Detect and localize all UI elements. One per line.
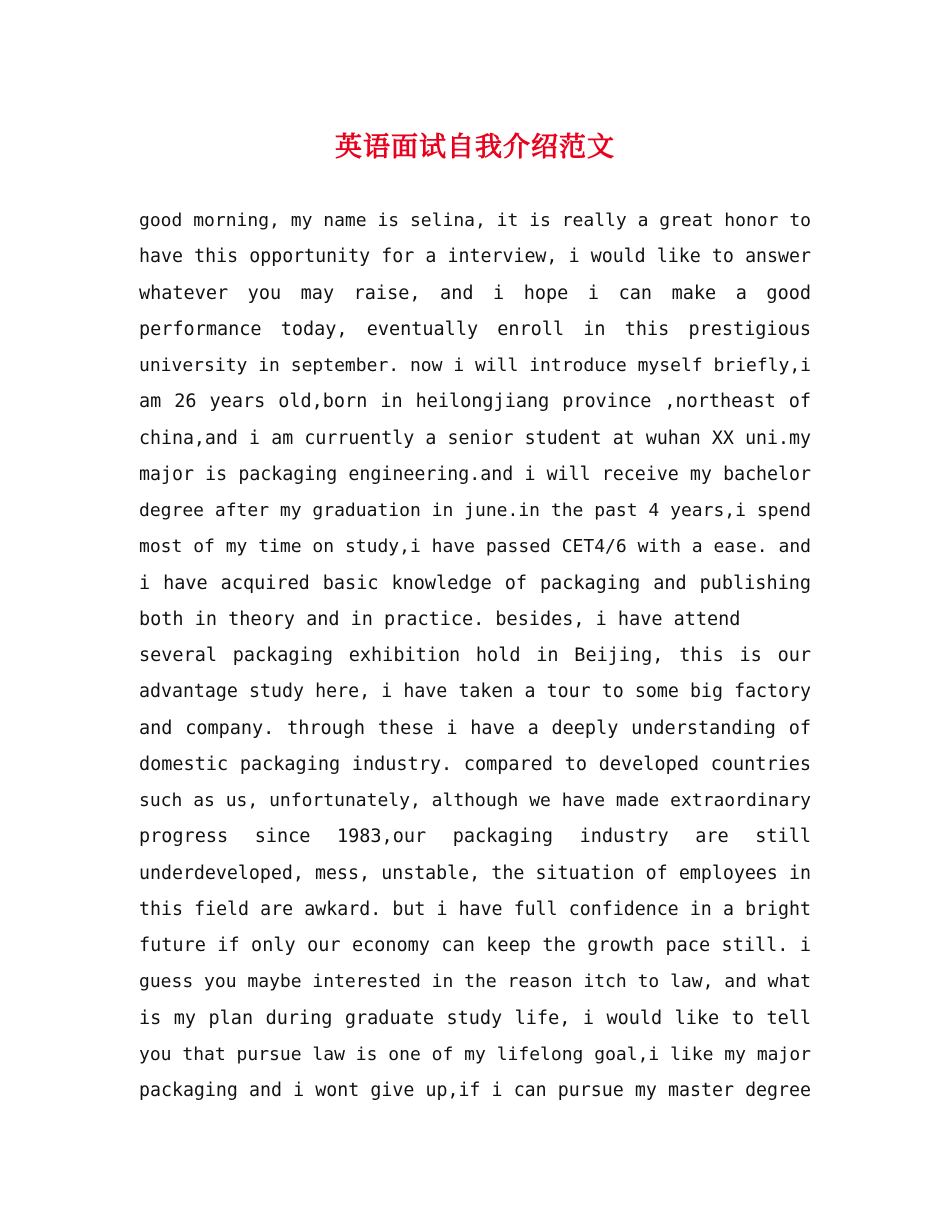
body-line-25: packaging and i wont give up,if i can pursue my master degree — [139, 1080, 811, 1101]
body-line-17: such as us, unfortunately, although we have made extraordinary — [139, 790, 811, 811]
body-line-18: progress since 1983,our packaging industry are still — [139, 826, 811, 848]
body-line-3: whatever you may raise, and i hope i can make a good — [139, 282, 811, 304]
body-line-7: china,and i am curruently a senior student at wuhan XX uni.my — [139, 427, 811, 449]
body-line-1: good morning, my name is selina, it is really a great honor to — [139, 210, 811, 231]
body-line-23: is my plan during graduate study life, i would like to tell — [139, 1007, 811, 1029]
body-line-22: guess you maybe interested in the reason itch to law, and what — [139, 971, 811, 993]
body-line-5: university in september. now i will introduce myself briefly,i — [139, 355, 811, 376]
body-line-14: advantage study here, i have taken a tour to some big factory — [139, 681, 811, 703]
body-line-12: both in theory and in practice. besides, i have attend — [139, 608, 741, 630]
body-line-11: i have acquired basic knowledge of packaging and publishing — [139, 572, 811, 594]
body-line-4: performance today, eventually enroll in this prestigious — [139, 318, 811, 340]
body-line-24: you that pursue law is one of my lifelong goal,i like my major — [139, 1043, 811, 1065]
body-line-9: degree after my graduation in june.in the past 4 years,i spend — [139, 500, 811, 521]
body-line-13: several packaging exhibition hold in Beijing, this is our — [139, 645, 811, 666]
body-line-8: major is packaging engineering.and i will receive my bachelor — [139, 463, 811, 485]
body-line-6: am 26 years old,born in heilongjiang province ,northeast of — [139, 391, 811, 413]
body-line-15: and company. through these i have a deeply understanding of — [139, 717, 811, 739]
body-line-21: future if only our economy can keep the growth pace still. i — [139, 935, 811, 956]
body-line-16: domestic packaging industry. compared to developed countries — [139, 753, 811, 775]
document-title: 英语面试自我介绍范文 — [335, 132, 615, 163]
body-line-19: underdeveloped, mess, unstable, the situation of employees in — [139, 862, 811, 884]
document-body — [139, 203, 811, 1109]
body-line-10: most of my time on study,i have passed CET4/6 with a ease. and — [139, 536, 811, 558]
body-line-2: have this opportunity for a interview, i would like to answer — [139, 246, 811, 268]
body-line-20: this field are awkard. but i have full confidence in a bright — [139, 898, 811, 920]
